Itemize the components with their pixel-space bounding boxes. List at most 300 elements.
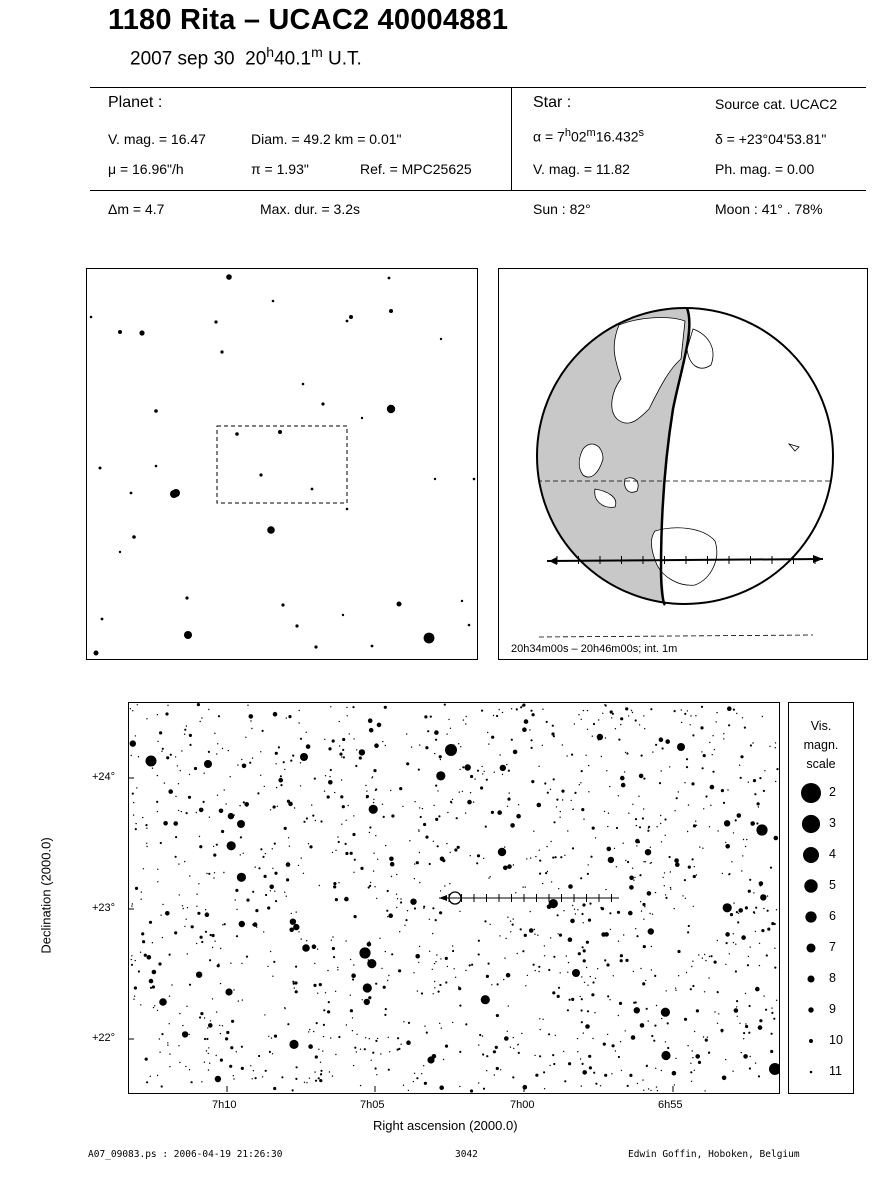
sky-star <box>432 907 434 909</box>
sky-star <box>473 801 474 802</box>
sky-star <box>766 954 768 956</box>
sky-star <box>303 873 304 874</box>
sky-star <box>572 847 574 849</box>
sky-star <box>632 868 633 869</box>
sky-star <box>273 961 275 963</box>
sky-star <box>625 860 626 861</box>
sky-star <box>634 877 635 878</box>
scale-label-mag-7: 7 <box>829 940 836 954</box>
sky-star <box>568 884 573 889</box>
sky-star <box>199 836 200 837</box>
sky-star <box>452 945 453 946</box>
sky-star <box>149 921 152 924</box>
sky-star <box>435 919 437 921</box>
sky-star <box>278 778 283 783</box>
sky-star <box>230 776 231 777</box>
sky-star <box>300 762 301 763</box>
sky-star <box>733 832 734 833</box>
sky-star <box>398 969 401 972</box>
sky-star <box>581 998 583 1000</box>
sky-star <box>583 922 584 923</box>
sky-star <box>747 964 749 966</box>
sky-star <box>439 984 441 986</box>
sky-star <box>589 1066 592 1069</box>
sky-star <box>733 942 734 943</box>
sky-star <box>421 992 423 994</box>
sky-star <box>690 1063 691 1064</box>
sky-star <box>642 982 645 985</box>
sky-star <box>641 755 643 757</box>
sky-star <box>256 926 257 927</box>
sky-star <box>459 1051 461 1053</box>
sky-star <box>387 890 389 892</box>
sky-star <box>433 993 434 994</box>
sky-star <box>531 747 533 749</box>
sky-star <box>643 919 644 920</box>
sky-star <box>691 782 694 785</box>
sky-star <box>520 706 522 708</box>
sky-star <box>595 837 596 838</box>
finder-star <box>170 490 178 498</box>
sky-star <box>748 1032 750 1034</box>
sky-star <box>710 805 711 806</box>
sky-star <box>433 805 434 806</box>
sky-star <box>284 769 285 770</box>
sky-star <box>224 789 225 790</box>
sky-star <box>432 969 433 970</box>
sky-star <box>560 972 561 973</box>
sky-star <box>233 989 234 990</box>
sky-star <box>204 773 205 774</box>
sky-star <box>408 1090 409 1091</box>
sky-star <box>452 1022 453 1023</box>
sky-star <box>375 983 377 985</box>
sky-star <box>439 911 442 914</box>
sky-star <box>640 1023 645 1028</box>
sky-star <box>384 1014 386 1016</box>
sky-star <box>351 973 356 978</box>
sky-star <box>264 1014 265 1015</box>
sky-star <box>556 799 558 801</box>
sky-star <box>681 722 682 723</box>
sky-star <box>774 967 776 969</box>
sky-star <box>587 729 588 730</box>
sky-star <box>159 1038 160 1039</box>
sky-star <box>131 955 132 956</box>
sky-star <box>474 778 475 779</box>
sky-star <box>775 742 776 743</box>
sky-star <box>284 1008 285 1009</box>
sky-star <box>210 1020 211 1021</box>
sky-star <box>252 891 254 893</box>
sky-star <box>377 1038 378 1039</box>
sky-star <box>352 978 354 980</box>
sky-star <box>212 947 213 948</box>
sky-star <box>542 745 543 746</box>
sky-star <box>723 802 725 804</box>
sky-star <box>525 886 526 887</box>
sky-star <box>352 833 355 836</box>
sky-star <box>639 724 640 725</box>
sky-star <box>755 1062 756 1063</box>
sky-star <box>273 805 276 808</box>
sky-star <box>200 936 203 939</box>
scale-dot-mag-6 <box>805 911 816 922</box>
sky-star <box>367 959 376 968</box>
sky-star <box>580 996 581 997</box>
sky-star <box>442 1087 443 1088</box>
sky-star <box>199 808 204 813</box>
sky-star <box>206 873 207 874</box>
sky-star <box>267 906 270 909</box>
sky-star <box>767 895 768 896</box>
sky-star <box>627 861 629 863</box>
sky-star <box>435 739 437 741</box>
sky-star <box>647 830 649 832</box>
sky-star <box>374 743 379 748</box>
sky-star <box>574 723 575 724</box>
sky-star <box>300 785 301 786</box>
sky-star <box>583 818 584 819</box>
sky-star <box>220 983 221 984</box>
sky-star <box>620 717 623 720</box>
sky-star <box>659 782 661 784</box>
sky-star <box>135 828 137 830</box>
sky-star <box>561 790 564 793</box>
sky-star <box>218 715 220 717</box>
sky-star <box>272 1053 273 1054</box>
sky-star <box>250 1065 251 1066</box>
minutes-unit: m <box>311 44 323 60</box>
sky-star <box>414 801 415 802</box>
sky-star <box>634 1007 640 1013</box>
sky-star <box>507 864 512 869</box>
sky-star <box>141 932 144 935</box>
sky-star <box>175 856 177 858</box>
finder-star <box>361 417 363 419</box>
sky-star <box>686 766 688 768</box>
sky-star <box>243 801 245 803</box>
sky-star <box>450 852 451 853</box>
sky-star <box>588 919 591 922</box>
star-vmag: V. mag. = 11.82 <box>533 161 630 177</box>
sky-star <box>674 858 679 863</box>
sky-star <box>131 905 132 906</box>
sky-star <box>773 1018 775 1020</box>
sky-star <box>754 793 756 795</box>
sky-star <box>265 853 266 854</box>
sky-star <box>758 1025 763 1030</box>
sky-star <box>214 941 215 942</box>
sky-star <box>268 1036 269 1037</box>
sky-star <box>503 866 508 871</box>
sky-star <box>736 1006 737 1007</box>
sky-star <box>226 1031 229 1034</box>
sky-star <box>152 970 157 975</box>
sky-star <box>157 1010 158 1011</box>
sky-star <box>385 845 386 846</box>
sky-star <box>512 924 514 926</box>
sky-star <box>189 875 190 876</box>
sky-star <box>275 900 277 902</box>
sky-star <box>493 1050 496 1053</box>
sky-star <box>618 941 619 942</box>
sky-star <box>717 1023 718 1024</box>
sky-star <box>264 786 265 787</box>
sky-star <box>655 1068 656 1069</box>
sky-star <box>676 797 678 799</box>
sky-star <box>731 861 732 862</box>
sky-star <box>535 1074 538 1077</box>
sky-star <box>546 846 547 847</box>
sky-star <box>771 1033 773 1035</box>
sky-star <box>298 865 299 866</box>
sky-star <box>607 847 612 852</box>
sky-star <box>504 957 505 958</box>
sky-star <box>500 765 506 771</box>
sky-star <box>470 855 471 856</box>
sky-star <box>696 1009 699 1012</box>
sky-star <box>269 1051 271 1053</box>
sky-star <box>487 732 488 733</box>
sky-star <box>196 906 197 907</box>
sky-star <box>366 795 369 798</box>
sky-star <box>424 715 427 718</box>
sky-star <box>306 732 307 733</box>
sky-star <box>674 908 675 909</box>
sky-star <box>750 1056 751 1057</box>
sky-star <box>380 1053 381 1054</box>
sky-star <box>140 952 141 953</box>
sky-star <box>270 890 271 891</box>
sky-star <box>488 877 489 878</box>
sky-star <box>533 831 534 832</box>
sky-star <box>770 867 772 869</box>
sky-star <box>674 810 675 811</box>
sky-star <box>433 841 434 842</box>
sky-star <box>482 1035 483 1036</box>
sky-star <box>422 808 423 809</box>
sky-star <box>348 805 349 806</box>
sky-star <box>557 914 559 916</box>
sky-star <box>300 738 302 740</box>
sky-star <box>748 890 751 893</box>
sky-star <box>250 720 251 721</box>
sky-star <box>327 1010 330 1013</box>
scale-dot-mag-3 <box>802 815 820 833</box>
sky-star <box>177 765 178 766</box>
sky-star <box>419 882 420 883</box>
finder-star <box>346 320 349 323</box>
sky-star <box>242 764 247 769</box>
sky-star <box>573 809 574 810</box>
sky-star <box>135 960 136 961</box>
header-divider <box>511 87 512 191</box>
sky-star <box>286 717 287 718</box>
sky-star <box>457 846 460 849</box>
sky-star <box>608 857 614 863</box>
sky-star <box>222 1025 223 1026</box>
sky-star <box>662 747 664 749</box>
sky-star <box>684 713 686 715</box>
sky-star <box>490 876 491 877</box>
sky-star <box>283 761 285 763</box>
sky-star <box>175 836 177 838</box>
header-rule-top <box>90 87 866 88</box>
sky-star <box>631 1035 636 1040</box>
sky-star <box>220 1059 223 1062</box>
sky-star <box>270 951 271 952</box>
sky-star <box>653 1040 655 1042</box>
sky-star <box>400 1044 401 1045</box>
sky-star <box>672 1071 677 1076</box>
sky-star <box>696 825 697 826</box>
sky-star <box>275 763 276 764</box>
sky-star <box>606 963 609 966</box>
sky-star <box>365 1037 366 1038</box>
sky-star <box>542 1019 543 1020</box>
sky-star <box>714 1011 715 1012</box>
finder-star <box>302 383 305 386</box>
scale-dot-mag-8 <box>807 975 814 982</box>
sky-star <box>246 956 248 958</box>
sky-star <box>699 846 700 847</box>
sky-star <box>156 801 158 803</box>
sky-star <box>506 973 511 978</box>
sky-star <box>187 953 188 954</box>
sky-star <box>212 934 215 937</box>
sky-star <box>145 824 147 826</box>
sky-star <box>738 908 743 913</box>
sky-star <box>356 1034 357 1035</box>
sky-star <box>373 769 376 772</box>
sky-star <box>749 1005 751 1007</box>
sky-star <box>146 846 147 847</box>
sky-star <box>274 891 275 892</box>
sky-star <box>414 1073 415 1074</box>
sky-star <box>657 1090 658 1091</box>
sky-star <box>201 1081 202 1082</box>
sky-star <box>330 769 332 771</box>
sky-star <box>625 752 626 753</box>
sky-star <box>138 756 139 757</box>
sky-star <box>567 830 568 831</box>
sky-star <box>661 1018 662 1019</box>
sky-star <box>716 721 717 722</box>
star-declination: δ = +23°04'53.81" <box>715 131 827 147</box>
sky-star <box>276 787 277 788</box>
sky-star <box>213 854 216 857</box>
sky-star <box>497 810 502 815</box>
sky-star <box>134 996 135 997</box>
sky-star <box>721 789 724 792</box>
sky-star <box>208 1069 209 1070</box>
sky-star <box>338 841 340 843</box>
sky-star <box>345 843 347 845</box>
sky-star <box>267 966 268 967</box>
sky-star <box>655 744 657 746</box>
sky-star <box>496 715 498 717</box>
sky-star <box>753 779 756 782</box>
sky-star <box>728 724 730 726</box>
sky-star <box>306 1082 307 1083</box>
sky-star <box>381 968 382 969</box>
sky-star <box>286 862 291 867</box>
sky-star <box>338 882 339 883</box>
sky-star <box>584 982 585 983</box>
sky-star <box>508 770 510 772</box>
sky-star <box>379 938 380 939</box>
sky-star <box>736 1000 738 1002</box>
sky-star <box>241 1046 243 1048</box>
sky-star <box>258 867 260 869</box>
sky-star <box>661 1008 670 1017</box>
sky-star <box>749 879 751 881</box>
sky-star <box>391 953 393 955</box>
bright-star <box>225 988 232 995</box>
sky-star <box>763 908 764 909</box>
sky-star <box>513 864 514 865</box>
sky-star <box>184 861 185 862</box>
bright-star <box>498 848 506 856</box>
sky-star <box>406 1040 411 1045</box>
sky-star <box>196 812 197 813</box>
sky-star <box>612 1044 615 1047</box>
sky-star <box>337 967 338 968</box>
sky-star <box>131 959 132 960</box>
sky-star <box>396 907 397 908</box>
sky-star <box>315 820 316 821</box>
sky-star <box>587 985 588 986</box>
sky-star <box>552 857 554 859</box>
sky-star <box>495 1046 498 1049</box>
y-tick-2: +23° <box>92 902 116 914</box>
sky-star <box>278 746 280 748</box>
sky-star <box>526 858 527 859</box>
sky-star <box>708 1053 709 1054</box>
sky-star <box>306 940 307 941</box>
sky-star <box>200 721 201 722</box>
sky-star <box>625 707 628 710</box>
sky-star <box>353 815 354 816</box>
sky-star <box>655 892 656 893</box>
sky-star <box>328 780 333 785</box>
sky-star <box>623 843 624 844</box>
sky-star <box>544 955 545 956</box>
time-system: U.T. <box>328 48 362 70</box>
sky-star <box>132 793 134 795</box>
sky-star <box>413 972 414 973</box>
sky-star <box>531 780 534 783</box>
sky-star <box>539 1018 540 1019</box>
sky-star <box>600 1085 601 1086</box>
sky-star <box>329 1071 330 1072</box>
sky-star <box>208 751 210 753</box>
sky-star <box>413 1081 414 1082</box>
sky-star <box>399 787 402 790</box>
sky-star <box>551 881 552 882</box>
sky-star <box>758 806 759 807</box>
finder-star <box>130 492 133 495</box>
sky-star <box>459 791 460 792</box>
sky-star <box>560 811 561 812</box>
sky-star <box>197 703 200 706</box>
sky-star <box>295 966 297 968</box>
sky-star <box>574 792 576 794</box>
sky-star <box>260 775 261 776</box>
finder-star <box>473 478 476 481</box>
sky-star <box>333 956 335 958</box>
